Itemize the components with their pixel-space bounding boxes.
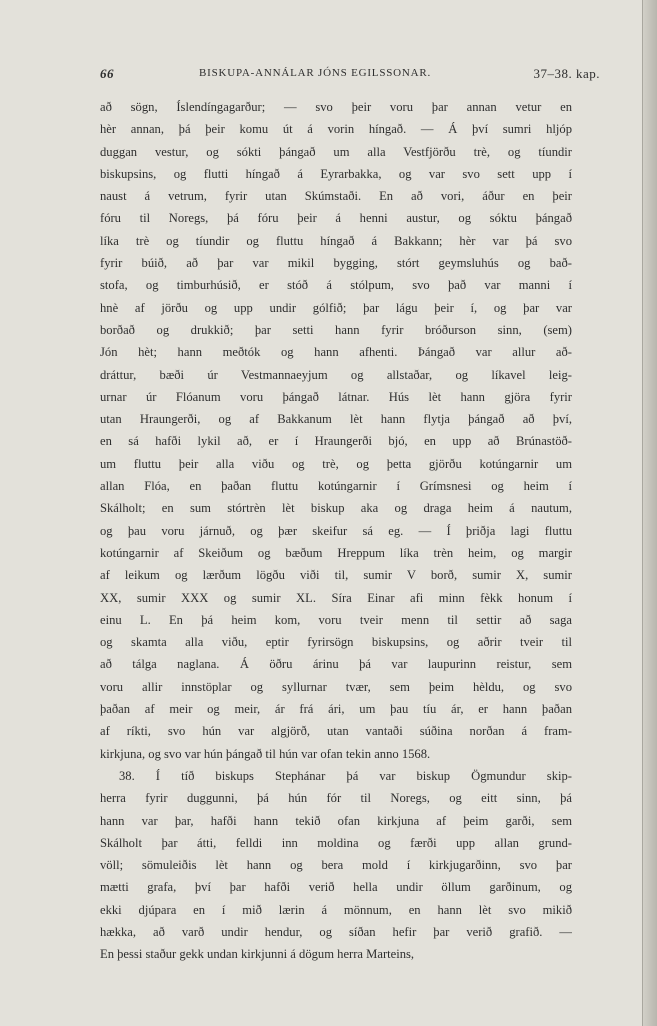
text-line: 38. Í tíð biskups Stephánar þá var biskup Ögmundur skip- — [119, 768, 572, 783]
text-line: biskupsins, og flutti híngað á Eyrarbakka, og var svo sett upp í — [100, 166, 572, 181]
text-line: urnar úr Flóanum voru þángað látnar. Hús lèt hann gjöra fyrir — [100, 389, 572, 404]
text-line: og þau voru járnuð, og þær skeifur sá eg. — Í þriðja lagi fluttu — [100, 523, 572, 538]
body-text — [100, 96, 572, 966]
running-head-chapter: 37–38. kap. — [533, 66, 600, 81]
text-line: Skálholt þar átti, felldi inn moldina og færði upp allan grund- — [100, 835, 572, 850]
text-line: hèr annan, þá þeir komu út á vorin híngað. — Á því sumri hljóp — [100, 122, 572, 137]
text-line: Jón hèt; hann meðtók og hann afhenti. Þángað var allur að- — [100, 345, 572, 360]
text-line: Skálholt; en sum stórtrèn lèt biskup aka og draga heim á nautum, — [100, 501, 572, 516]
text-line: kirkjuna, og svo var hún þángað til hún var ofan tekin anno 1568. — [100, 746, 431, 761]
running-head-title: BISKUPA-ANNÁLAR JÓNS EGILSSONAR. — [199, 67, 432, 79]
text-line: utan Hraungerði, og af Bakkanum lèt hann flytja þángað að því, — [100, 412, 572, 427]
text-line: duggan vestur, og sókti þángað um alla Vestfjörðu trè, og tíundir — [100, 144, 572, 159]
text-line: hnè af jörðu og upp undir gólfið; þar lágu þeir í, og þar var — [100, 300, 572, 315]
text-line: fyrir búið, að þar var mikil bygging, stórt geymsluhús og bað- — [100, 256, 572, 271]
text-line: um fluttu þeir alla viðu og trè, og þetta gjörðu kotúngarnir um — [100, 456, 572, 471]
text-line: af leikum og lærðum lögðu viði til, sumir V borð, sumir X, sumir — [100, 568, 572, 583]
text-line: einu L. En þá heim kom, voru tveir menn til settir að saga — [100, 612, 572, 627]
text-line: En þessi staður gekk undan kirkjunni á dögum herra Marteins, — [100, 947, 415, 962]
text-line: völl; sömuleiðis lèt hann og bera mold í kirkjugarðinn, svo þar — [100, 858, 572, 873]
text-line: kotúngarnir af Skeiðum og bæðum Hreppum líka trèn heim, og margir — [100, 545, 572, 560]
text-line: borðað og drukkið; þar setti hann fyrir bróðurson sinn, (sem) — [100, 322, 572, 337]
text-line: hækka, að varð undir hendur, og síðan hefir þar verið grafið. — — [100, 924, 572, 939]
text-line: og skamta alla viðu, eptir fyrirsögn biskupsins, og aðrir tveir til — [100, 635, 572, 650]
text-line: naust á vetrum, fyrir utan Skúmstaði. En að vori, áður en þeir — [100, 189, 572, 204]
text-line: en sá hafði lykil að, er í Hraungerði bjó, en upp að Brúnastöð- — [100, 434, 572, 449]
text-line: af ríkti, svo hún var algjörð, utan vantaði súðina norðan á fram- — [100, 724, 572, 739]
text-line: voru allir innstöplar og syllurnar tvær, sem þeim hèldu, og svo — [100, 679, 572, 694]
text-line: að tálga naglana. Á öðru árinu þá var laupurinn reistur, sem — [100, 657, 572, 672]
text-line: að sögn, Íslendíngagarður; — svo þeir voru þar annan vetur en — [100, 100, 572, 114]
text-line: dráttur, bæði úr Vestmannaeyjum og allstaðar, og líkavel leig- — [100, 367, 572, 382]
text-line: stofa, og timburhúsið, er stóð á stólpum, svo það var manni í — [100, 278, 572, 293]
text-line: hann var þar, hafði hann tekið ofan kirkjuna af þeim garði, sem — [100, 813, 572, 828]
text-line: XX, sumir XXX og sumir XL. Síra Einar afi minn fèkk honum í — [100, 590, 572, 605]
page-number: 66 — [100, 66, 114, 81]
text-line: allan Flóa, en þaðan fluttu kotúngarnir í Grímsnesi og heim í — [100, 479, 572, 494]
running-head — [100, 66, 600, 84]
text-line: fóru til Noregs, þá fóru þeir á henni austur, og sóktu þángað — [100, 211, 572, 226]
page-edge — [643, 0, 657, 1026]
text-line: þaðan af meir og meir, ár frá ári, um þau tíu ár, er hann þaðan — [100, 702, 572, 717]
text-line: herra fyrir duggunni, þá hún fór til Noregs, og eitt sinn, þá — [100, 791, 572, 806]
text-line: ekki djúpara en í mið lærin á mönnum, en hann lèt svo mikið — [100, 902, 572, 917]
text-line: mætti grafa, því þar hafði verið hella undir öllum garðinum, og — [100, 880, 572, 895]
text-line: líka trè og tíundir og fluttu híngað á Bakkann; hèr var þá svo — [100, 233, 572, 248]
